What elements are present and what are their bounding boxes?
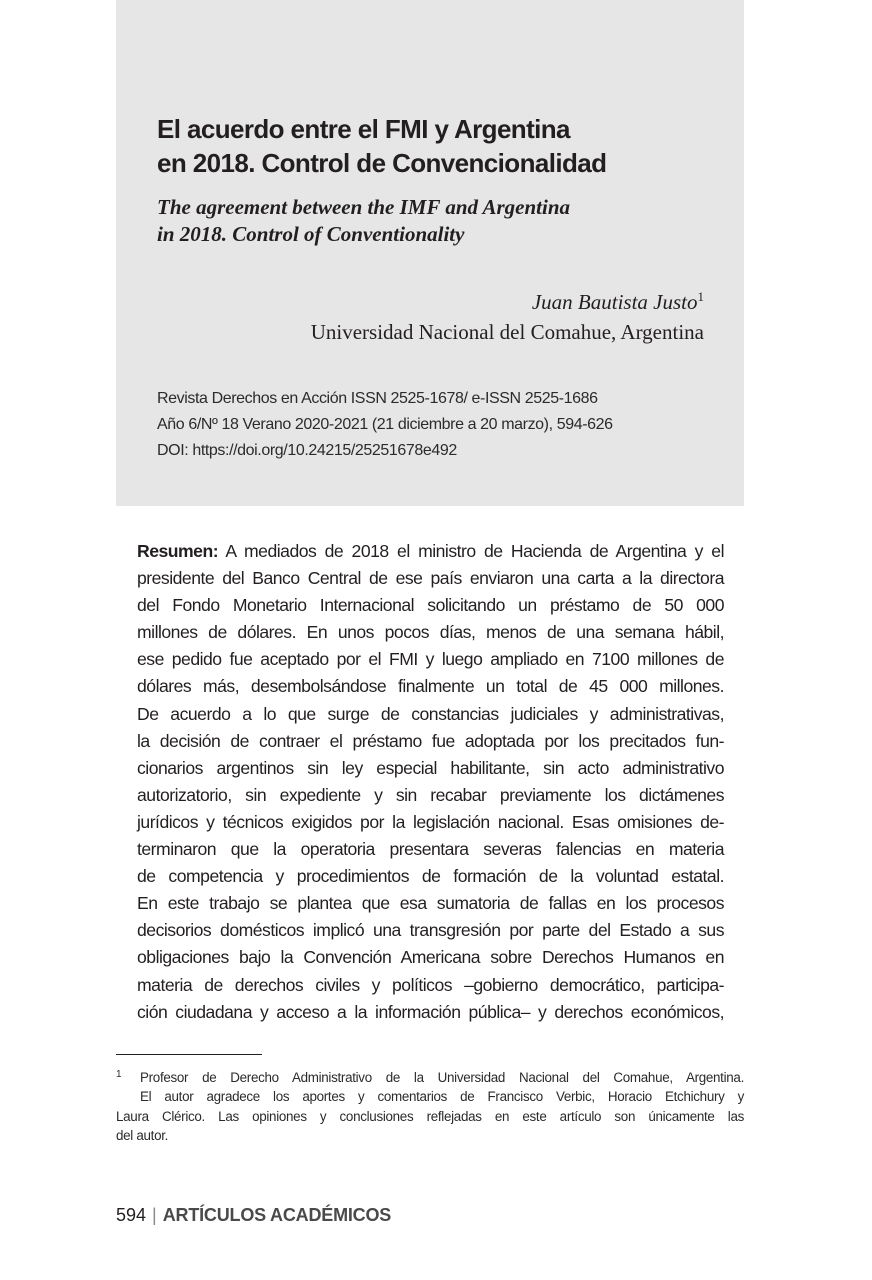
abstract-label: Resumen: [137, 541, 219, 561]
abstract-line: ese pedido fue aceptado por el FMI y luego ampliado en 7100 millones de [137, 649, 724, 670]
footnote-divider [116, 1054, 262, 1055]
abstract-line: autorizatorio, sin expediente y sin recabar previamente los dictámenes [137, 784, 724, 805]
abstract-first-line-text: A mediados de 2018 el ministro de Hacienda de Argentina y el [218, 541, 724, 561]
footnote-line: Laura Clérico. Las opiniones y conclusiones reflejadas en este artículo son únicamente las [116, 1108, 744, 1124]
title-line-2: en 2018. Control de Convencionalidad [157, 148, 607, 178]
page-number: 594 [116, 1205, 147, 1225]
footer-separator: | [152, 1205, 157, 1225]
footnote-text: Profesor de Derecho Administrativo de la Universidad Nacional del Comahue, Argentina. [140, 1070, 744, 1085]
abstract-line: De acuerdo a lo que surge de constancias judiciales y administrativas, [137, 703, 724, 724]
section-name: ARTÍCULOS ACADÉMICOS [162, 1205, 392, 1225]
footnote-line: 1 Profesor de Derecho Administrativo de la Universidad Nacional del Comahue, Argentina. [116, 1069, 744, 1085]
abstract-line: ción ciudadana y acceso a la información pública– y derechos económicos, [137, 1001, 724, 1022]
footnote-line [116, 1087, 744, 1106]
author-affiliation: Universidad Nacional del Comahue, Argentina [310, 320, 704, 344]
abstract-line [137, 538, 724, 565]
abstract-line: de competencia y procedimientos de formación de la voluntad estatal. [137, 866, 724, 887]
author-name [532, 288, 704, 316]
journal-info [157, 386, 717, 464]
abstract-line: terminaron que la operatoria presentara severas falencias en materia [137, 839, 724, 860]
footnote-line: del autor. [116, 1127, 169, 1143]
abstract-line: jurídicos y técnicos exigidos por la legislación nacional. Esas omisiones de- [137, 811, 724, 832]
abstract-line: del Fondo Monetario Internacional solicitando un préstamo de 50 000 [137, 595, 724, 616]
title-line-1: El acuerdo entre el FMI y Argentina [157, 114, 570, 144]
page-footer [116, 1203, 391, 1227]
abstract-line: millones de dólares. En unos pocos días, menos de una semana hábil, [137, 622, 724, 643]
abstract-line: la decisión de contraer el préstamo fue adoptada por los precitados fun- [137, 730, 724, 751]
footnote-text: El autor agradece los aportes y comentarios de Francisco Verbic, Horacio Etchichury y [140, 1089, 744, 1105]
abstract [137, 538, 724, 1026]
abstract-line: cionarios argentinos sin ley especial habilitante, sin acto administrativo [137, 757, 724, 778]
abstract-line: dólares más, desembolsándose finalmente un total de 45 000 millones. [137, 676, 724, 697]
journal-issn: Revista Derechos en Acción ISSN 2525-1678/ e-ISSN 2525-1686 [157, 390, 598, 407]
subtitle-line-2: in 2018. Control of Conventionality [157, 222, 465, 246]
article-title [157, 112, 717, 180]
author-footnote-mark[interactable]: 1 [697, 289, 704, 304]
journal-issue: Año 6/Nº 18 Verano 2020-2021 (21 diciembre a 20 marzo), 594-626 [157, 416, 613, 433]
abstract-line: En este trabajo se plantea que esa sumatoria de fallas en los procesos [137, 893, 724, 914]
abstract-line: obligaciones bajo la Convención Americana sobre Derechos Humanos en [137, 947, 724, 968]
journal-doi: DOI: https://doi.org/10.24215/25251678e492 [157, 442, 457, 459]
abstract-line: materia de derechos civiles y políticos –gobierno democrático, participa- [137, 974, 724, 995]
article-subtitle-english [157, 194, 717, 248]
footnote [116, 1068, 744, 1145]
author-name-text: Juan Bautista Justo [531, 290, 698, 314]
abstract-line: presidente del Banco Central de ese país enviaron una carta a la directora [137, 568, 724, 589]
abstract-line: decisorios domésticos implicó una transgresión por parte del Estado a sus [137, 920, 724, 941]
subtitle-line-1: The agreement between the IMF and Argentina [157, 195, 571, 219]
